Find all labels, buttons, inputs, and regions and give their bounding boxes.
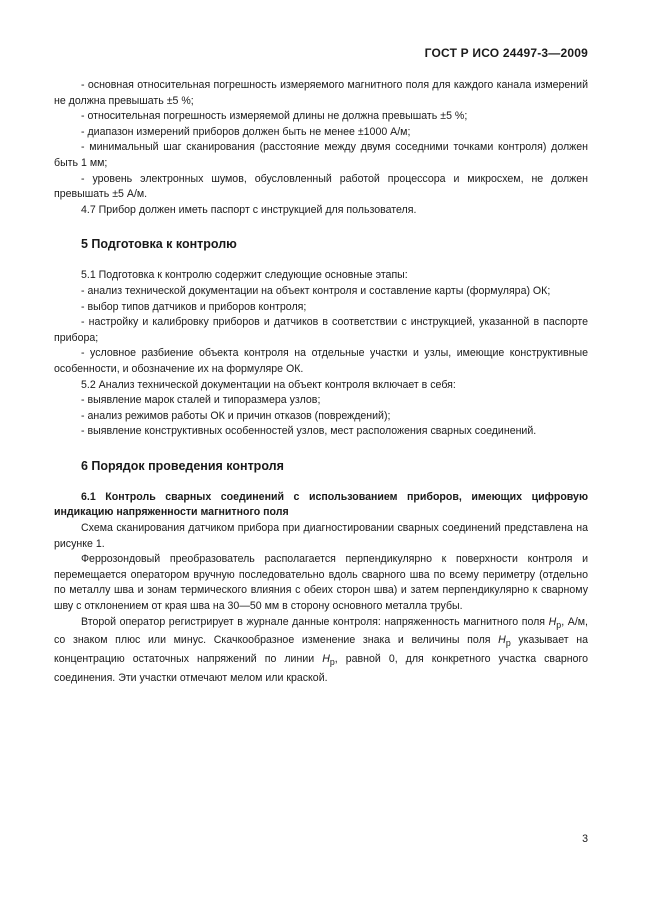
- symbol-subscript: p: [505, 638, 511, 649]
- section-6-heading: 6 Порядок проведения контроля: [81, 458, 284, 473]
- body-paragraph: [54, 615, 588, 687]
- requirement-item: - уровень электронных шумов, обусловленный работой процессора и микросхем, не должен превышать ±5 А/м.: [54, 172, 588, 201]
- text-run: , равной 0, для конкретного участка сварного соединения. Эти участки отмечают мелом или краской.: [54, 653, 588, 684]
- body-paragraph: Феррозондовый преобразователь располагается перпендикулярно к поверхности контроля и перемещается оператором вручную последовательно вдоль сварного шва по всему периметру (отдельно по металлу шва и зонам термического влияния с обеих сторон шва) и затем перпендикулярно к сварному шву с отклонением от края шва на 30—50 мм в сторону основного металла трубы.: [54, 553, 588, 613]
- symbol-h: H: [548, 615, 557, 628]
- document-code: ГОСТ Р ИСО 24497-3—2009: [424, 46, 588, 60]
- section-5-heading: 5 Подготовка к контролю: [81, 237, 237, 252]
- clause-4-7: 4.7 Прибор должен иметь паспорт с инструкцией для пользователя.: [81, 203, 417, 216]
- symbol-subscript: p: [556, 619, 562, 630]
- symbol-h: H: [498, 634, 506, 647]
- text-run: указывает на концентрацию остаточных напряжений по линии: [54, 634, 588, 666]
- list-item: - анализ технической документации на объект контроля и составление карты (формуляра) ОК;: [81, 284, 551, 297]
- list-item: - выбор типов датчиков и приборов контроля;: [81, 300, 307, 313]
- symbol-h: H: [322, 653, 330, 666]
- page-number: 3: [582, 833, 588, 845]
- list-item: - условное разбиение объекта контроля на отдельные участки и узлы, имеющие конструктивные особенности, и обозначение их на формуляре ОК.: [54, 347, 588, 375]
- body-paragraph: Схема сканирования датчиком прибора при диагностировании сварных соединений представлена на рисунке 1.: [54, 522, 588, 550]
- requirement-item: - минимальный шаг сканирования (расстояние между двумя соседними точками контроля) должен быть 1 мм;: [54, 141, 588, 169]
- symbol-subscript: p: [329, 657, 335, 668]
- list-item: - анализ режимов работы ОК и причин отказов (повреждений);: [81, 409, 391, 422]
- clause-5-2: 5.2 Анализ технической документации на объект контроля включает в себя:: [81, 378, 456, 391]
- page-body: [54, 78, 588, 686]
- clause-6-1-heading: 6.1 Контроль сварных соединений с использованием приборов, имеющих цифровую индикацию напряженности магнитного поля: [54, 490, 588, 519]
- requirement-item: - относительная погрешность измеряемой длины не должна превышать ±5 %;: [81, 110, 468, 123]
- clause-5-1: 5.1 Подготовка к контролю содержит следующие основные этапы:: [81, 269, 408, 282]
- list-item: - выявление конструктивных особенностей узлов, мест расположения сварных соединений.: [81, 425, 537, 438]
- requirement-item: - диапазон измерений приборов должен быть не менее ±1000 А/м;: [81, 125, 411, 138]
- text-run: , А/м, со знаком плюс или минус. Скачкообразное изменение знака и величины поля: [54, 615, 588, 647]
- list-item: - выявление марок сталей и типоразмера узлов;: [81, 394, 321, 407]
- requirement-item: - основная относительная погрешность измеряемого магнитного поля для каждого канала измерений не должна превышать ±5 %;: [54, 79, 588, 107]
- text-run: Второй оператор регистрирует в журнале данные контроля: напряженность магнитного поля: [81, 615, 549, 628]
- list-item: - настройку и калибровку приборов и датчиков в соответствии с инструкцией, указанной в паспорте прибора;: [54, 316, 588, 344]
